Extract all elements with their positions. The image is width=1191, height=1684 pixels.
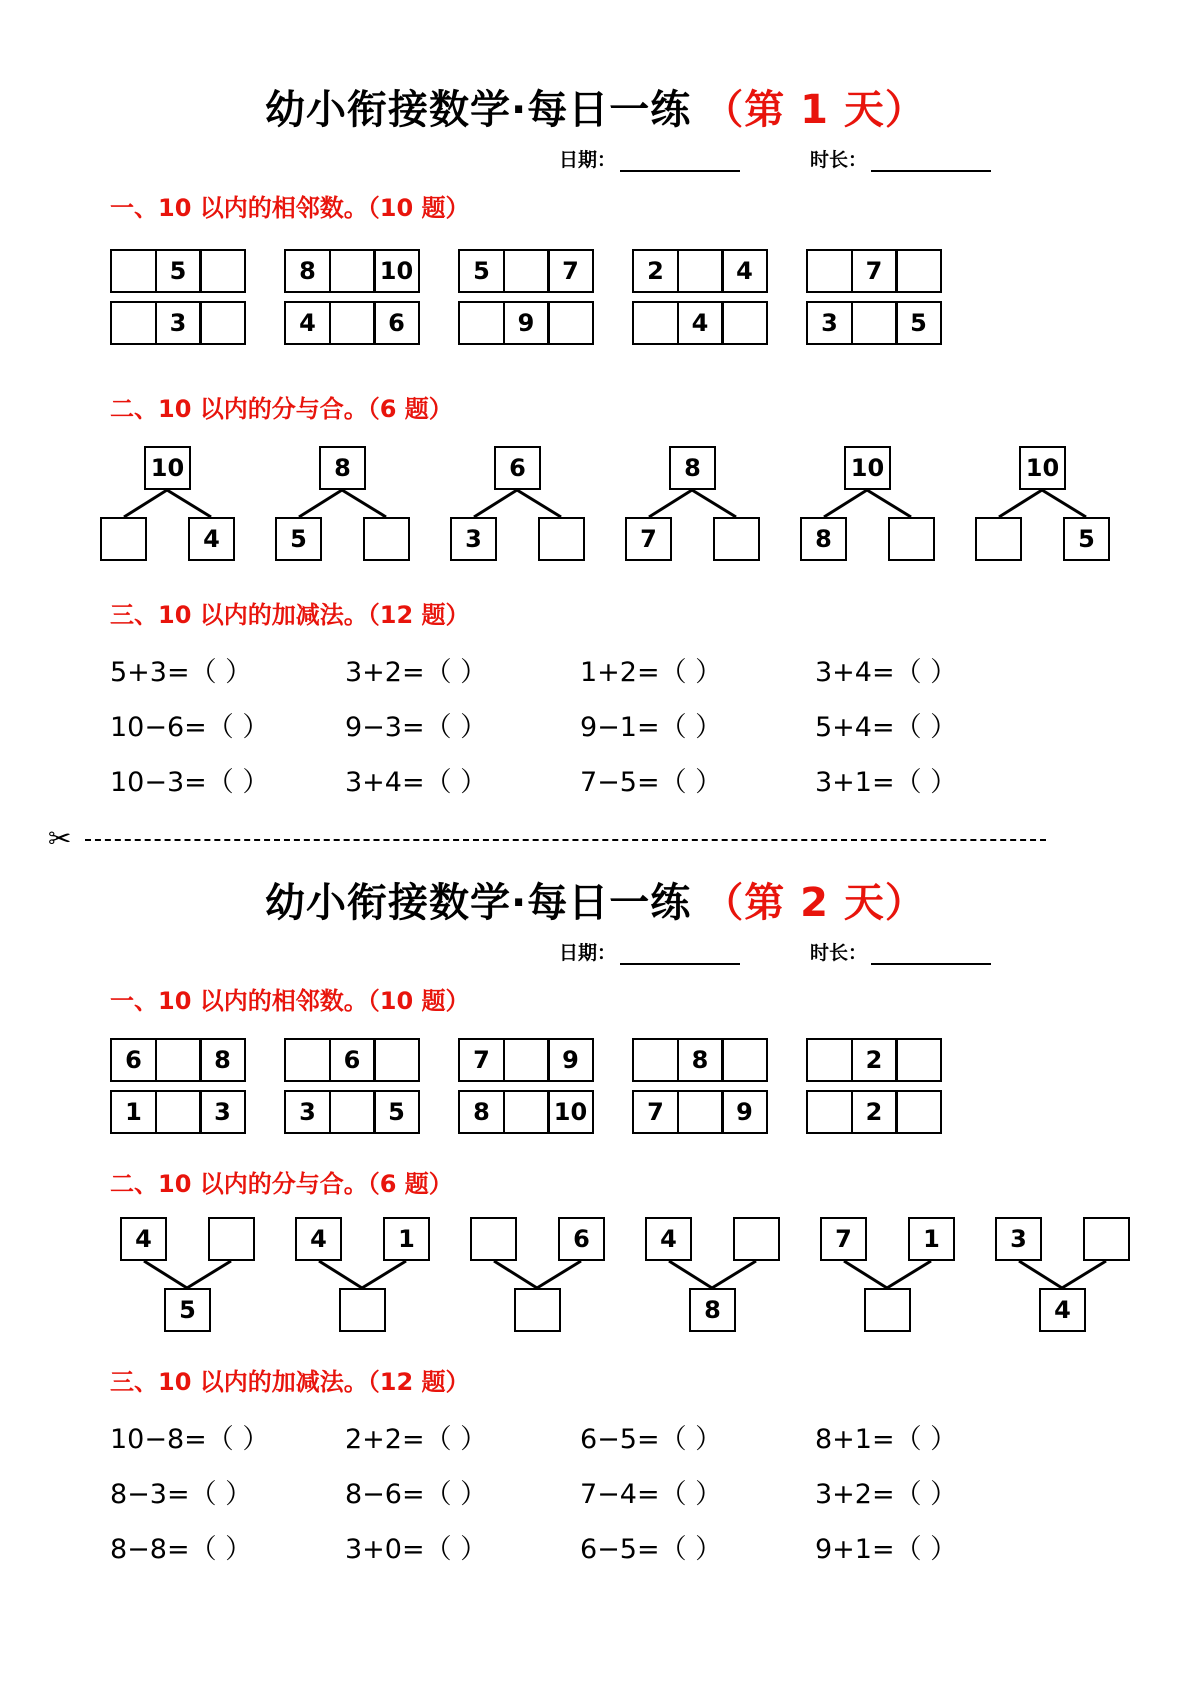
tree-right-box[interactable]: 1 xyxy=(383,1217,430,1261)
tree-right-box[interactable]: 1 xyxy=(908,1217,955,1261)
neighbors-cell[interactable] xyxy=(677,249,724,293)
equation[interactable]: 1+2=（ ） xyxy=(580,657,723,688)
equation[interactable]: 10−6=（ ） xyxy=(110,712,270,743)
neighbors-group xyxy=(284,301,420,345)
tree-bottom-box[interactable]: 8 xyxy=(689,1288,736,1332)
neighbors-cell[interactable] xyxy=(329,249,376,293)
neighbors-group xyxy=(110,301,246,345)
cut-line-row xyxy=(0,822,1191,855)
tree-right-box[interactable] xyxy=(538,517,585,561)
neighbors-group xyxy=(458,301,594,345)
tree-right-box[interactable] xyxy=(888,517,935,561)
day-1-title xyxy=(0,78,1191,135)
tree-right-box[interactable] xyxy=(208,1217,255,1261)
tree-left-box[interactable]: 4 xyxy=(295,1217,342,1261)
tree-bottom-box[interactable] xyxy=(339,1288,386,1332)
equation-row xyxy=(110,760,1191,799)
day-2-equations xyxy=(0,1417,1191,1566)
tree-left-box[interactable]: 3 xyxy=(450,517,497,561)
cut-line xyxy=(85,839,1046,841)
neighbors-row xyxy=(110,1038,1191,1082)
equation-row xyxy=(110,650,1191,689)
tree-left-box[interactable]: 7 xyxy=(820,1217,867,1261)
neighbors-cell[interactable] xyxy=(851,301,898,345)
neighbors-cell[interactable] xyxy=(806,1090,853,1134)
neighbors-group xyxy=(806,301,942,345)
neighbors-cell[interactable]: 2 xyxy=(851,1038,898,1082)
day-2-meta-row xyxy=(0,938,1191,965)
equation[interactable]: 7−5=（ ） xyxy=(580,767,723,798)
neighbors-cell[interactable] xyxy=(721,301,768,345)
decomposition-tree xyxy=(975,446,1110,561)
tree-left-box[interactable]: 8 xyxy=(800,517,847,561)
tree-right-box[interactable] xyxy=(1083,1217,1130,1261)
neighbors-cell[interactable]: 6 xyxy=(329,1038,376,1082)
neighbors-cell[interactable] xyxy=(503,1038,550,1082)
day-1-sheet xyxy=(0,0,1191,799)
equation[interactable]: 7−4=（ ） xyxy=(580,1479,723,1510)
day-1-decomposition-row xyxy=(0,446,1191,561)
neighbors-group xyxy=(110,1038,246,1082)
tree-left-box[interactable]: 4 xyxy=(120,1217,167,1261)
equation-row xyxy=(110,1472,1191,1511)
day-1-date-field[interactable] xyxy=(559,145,740,172)
tree-right-box[interactable] xyxy=(363,517,410,561)
neighbors-group xyxy=(284,1038,420,1082)
neighbors-cell[interactable] xyxy=(199,301,246,345)
equation[interactable]: 5+3=（ ） xyxy=(110,657,253,688)
tree-top-box[interactable]: 10 xyxy=(144,446,191,490)
neighbors-cell[interactable]: 3 xyxy=(155,301,202,345)
neighbors-cell[interactable]: 3 xyxy=(199,1090,246,1134)
neighbors-cell[interactable] xyxy=(155,1090,202,1134)
neighbors-cell[interactable] xyxy=(632,301,679,345)
equation[interactable]: 3+4=（ ） xyxy=(815,657,958,688)
neighbors-cell[interactable]: 7 xyxy=(547,249,594,293)
neighbors-row xyxy=(110,301,1191,345)
neighbors-cell[interactable]: 7 xyxy=(632,1090,679,1134)
neighbors-group xyxy=(806,1038,942,1082)
neighbors-cell[interactable] xyxy=(547,301,594,345)
neighbors-group xyxy=(632,249,768,293)
equation[interactable]: 9−3=（ ） xyxy=(345,712,488,743)
equation[interactable]: 5+4=（ ） xyxy=(815,712,958,743)
neighbors-row xyxy=(110,249,1191,293)
neighbors-group xyxy=(284,249,420,293)
day-2-composition-row xyxy=(0,1217,1191,1332)
decomposition-tree xyxy=(100,446,235,561)
neighbors-cell[interactable] xyxy=(806,1038,853,1082)
neighbors-group xyxy=(284,1090,420,1134)
neighbors-group xyxy=(632,1038,768,1082)
neighbors-cell[interactable]: 5 xyxy=(458,249,505,293)
day-1-neighbors-grid xyxy=(0,249,1191,345)
neighbors-group xyxy=(806,1090,942,1134)
day-1-date-label: 日期： xyxy=(558,149,616,171)
day-2-section-1-heading: 一、10 以内的相邻数。（10 题） xyxy=(110,987,470,1015)
composition-tree xyxy=(295,1217,430,1332)
equation[interactable]: 8−8=（ ） xyxy=(110,1534,253,1565)
neighbors-group xyxy=(110,1090,246,1134)
tree-left-box[interactable]: 4 xyxy=(645,1217,692,1261)
neighbors-cell[interactable]: 5 xyxy=(895,301,942,345)
neighbors-cell[interactable]: 7 xyxy=(851,249,898,293)
neighbors-cell[interactable]: 5 xyxy=(155,249,202,293)
decomposition-tree xyxy=(450,446,585,561)
composition-tree xyxy=(120,1217,255,1332)
day-1-section-1-heading: 一、10 以内的相邻数。（10 题） xyxy=(110,194,470,222)
tree-right-box[interactable]: 4 xyxy=(188,517,235,561)
day-2-sheet xyxy=(0,855,1191,1566)
day-2-title-day: （第 2 天） xyxy=(703,880,926,926)
equation[interactable]: 6−5=（ ） xyxy=(580,1534,723,1565)
decomposition-tree xyxy=(625,446,760,561)
neighbors-group xyxy=(458,249,594,293)
tree-top-box[interactable]: 6 xyxy=(494,446,541,490)
scissors-icon: ✂ xyxy=(48,822,72,855)
day-2-duration-label: 时长： xyxy=(809,942,867,964)
day-1-title-main: 幼小衔接数学·每日一练 xyxy=(265,87,692,133)
neighbors-cell[interactable] xyxy=(895,1038,942,1082)
equation[interactable]: 3+2=（ ） xyxy=(815,1479,958,1510)
decomposition-tree xyxy=(800,446,935,561)
tree-left-box[interactable] xyxy=(100,517,147,561)
neighbors-cell[interactable] xyxy=(677,1090,724,1134)
neighbors-group xyxy=(806,249,942,293)
tree-bottom-box[interactable] xyxy=(864,1288,911,1332)
day-1-meta-row xyxy=(0,145,1191,172)
neighbors-cell[interactable] xyxy=(284,1038,331,1082)
day-2-date-blank[interactable] xyxy=(620,947,740,965)
tree-bottom-box[interactable] xyxy=(514,1288,561,1332)
equation[interactable]: 3+2=（ ） xyxy=(345,657,488,688)
neighbors-cell[interactable]: 4 xyxy=(677,301,724,345)
neighbors-cell[interactable] xyxy=(632,1038,679,1082)
equation-row xyxy=(110,1527,1191,1566)
equation[interactable]: 9−1=（ ） xyxy=(580,712,723,743)
neighbors-cell[interactable]: 6 xyxy=(373,301,420,345)
tree-left-box[interactable]: 7 xyxy=(625,517,672,561)
neighbors-cell[interactable]: 1 xyxy=(110,1090,157,1134)
equation[interactable]: 3+1=（ ） xyxy=(815,767,958,798)
tree-top-box[interactable]: 8 xyxy=(319,446,366,490)
neighbors-cell[interactable]: 3 xyxy=(806,301,853,345)
equation-row xyxy=(110,1417,1191,1456)
neighbors-cell[interactable]: 4 xyxy=(721,249,768,293)
neighbors-cell[interactable] xyxy=(373,1038,420,1082)
day-1-duration-blank[interactable] xyxy=(871,154,991,172)
day-1-duration-label: 时长： xyxy=(809,149,867,171)
neighbors-cell[interactable] xyxy=(806,249,853,293)
neighbors-cell[interactable]: 8 xyxy=(677,1038,724,1082)
equation[interactable]: 3+4=（ ） xyxy=(345,767,488,798)
tree-right-box[interactable] xyxy=(713,517,760,561)
equation[interactable]: 3+0=（ ） xyxy=(345,1534,488,1565)
equation[interactable]: 8+1=（ ） xyxy=(815,1424,958,1455)
day-1-equations xyxy=(0,650,1191,799)
day-2-title xyxy=(0,871,1191,928)
neighbors-cell[interactable]: 5 xyxy=(373,1090,420,1134)
neighbors-row xyxy=(110,1090,1191,1134)
neighbors-cell[interactable] xyxy=(199,249,246,293)
neighbors-group xyxy=(458,1038,594,1082)
tree-left-box[interactable]: 3 xyxy=(995,1217,1042,1261)
neighbors-cell[interactable] xyxy=(721,1038,768,1082)
neighbors-cell[interactable] xyxy=(503,249,550,293)
composition-tree xyxy=(470,1217,605,1332)
tree-bottom-box[interactable]: 4 xyxy=(1039,1288,1086,1332)
day-2-section-3-heading: 三、10 以内的加减法。（12 题） xyxy=(110,1368,470,1396)
neighbors-cell[interactable]: 8 xyxy=(199,1038,246,1082)
tree-bottom-box[interactable]: 5 xyxy=(164,1288,211,1332)
tree-right-box[interactable]: 5 xyxy=(1063,517,1110,561)
day-1-title-day: （第 1 天） xyxy=(703,87,926,133)
tree-left-box[interactable]: 5 xyxy=(275,517,322,561)
equation[interactable]: 8−6=（ ） xyxy=(345,1479,488,1510)
tree-left-box[interactable] xyxy=(975,517,1022,561)
neighbors-cell[interactable]: 4 xyxy=(284,301,331,345)
neighbors-cell[interactable] xyxy=(458,301,505,345)
neighbors-cell[interactable]: 9 xyxy=(547,1038,594,1082)
neighbors-cell[interactable]: 10 xyxy=(373,249,420,293)
composition-tree xyxy=(995,1217,1130,1332)
neighbors-group xyxy=(110,249,246,293)
composition-tree xyxy=(645,1217,780,1332)
neighbors-cell[interactable] xyxy=(110,301,157,345)
neighbors-group xyxy=(458,1090,594,1134)
equation[interactable]: 9+1=（ ） xyxy=(815,1534,958,1565)
tree-top-box[interactable]: 8 xyxy=(669,446,716,490)
day-1-date-blank[interactable] xyxy=(620,154,740,172)
day-2-duration-blank[interactable] xyxy=(871,947,991,965)
equation[interactable]: 10−3=（ ） xyxy=(110,767,270,798)
neighbors-cell[interactable]: 10 xyxy=(547,1090,594,1134)
composition-tree xyxy=(820,1217,955,1332)
neighbors-cell[interactable] xyxy=(895,249,942,293)
tree-right-box[interactable] xyxy=(733,1217,780,1261)
neighbors-cell[interactable]: 3 xyxy=(284,1090,331,1134)
neighbors-group xyxy=(632,301,768,345)
neighbors-cell[interactable]: 9 xyxy=(721,1090,768,1134)
day-2-date-field[interactable] xyxy=(559,938,740,965)
neighbors-group xyxy=(632,1090,768,1134)
equation[interactable]: 2+2=（ ） xyxy=(345,1424,488,1455)
neighbors-cell[interactable] xyxy=(329,301,376,345)
day-2-duration-field[interactable] xyxy=(810,938,991,965)
day-2-date-label: 日期： xyxy=(558,942,616,964)
neighbors-cell[interactable]: 6 xyxy=(110,1038,157,1082)
tree-left-box[interactable] xyxy=(470,1217,517,1261)
neighbors-cell[interactable] xyxy=(503,1090,550,1134)
day-1-section-2-heading: 二、10 以内的分与合。（6 题） xyxy=(110,395,453,423)
tree-top-box[interactable]: 10 xyxy=(844,446,891,490)
neighbors-cell[interactable] xyxy=(155,1038,202,1082)
neighbors-cell[interactable]: 2 xyxy=(632,249,679,293)
day-2-neighbors-grid xyxy=(0,1038,1191,1134)
neighbors-cell[interactable]: 9 xyxy=(503,301,550,345)
neighbors-cell[interactable]: 8 xyxy=(284,249,331,293)
neighbors-cell[interactable]: 7 xyxy=(458,1038,505,1082)
neighbors-cell[interactable] xyxy=(895,1090,942,1134)
decomposition-tree xyxy=(275,446,410,561)
tree-right-box[interactable]: 6 xyxy=(558,1217,605,1261)
neighbors-cell[interactable] xyxy=(329,1090,376,1134)
equation[interactable]: 8−3=（ ） xyxy=(110,1479,253,1510)
day-2-section-2-heading: 二、10 以内的分与合。（6 题） xyxy=(110,1170,453,1198)
tree-top-box[interactable]: 10 xyxy=(1019,446,1066,490)
day-1-duration-field[interactable] xyxy=(810,145,991,172)
equation[interactable]: 6−5=（ ） xyxy=(580,1424,723,1455)
equation[interactable]: 10−8=（ ） xyxy=(110,1424,270,1455)
neighbors-cell[interactable]: 8 xyxy=(458,1090,505,1134)
day-1-section-3-heading: 三、10 以内的加减法。（12 题） xyxy=(110,601,470,629)
day-2-title-main: 幼小衔接数学·每日一练 xyxy=(265,880,692,926)
neighbors-cell[interactable]: 2 xyxy=(851,1090,898,1134)
neighbors-cell[interactable] xyxy=(110,249,157,293)
equation-row xyxy=(110,705,1191,744)
